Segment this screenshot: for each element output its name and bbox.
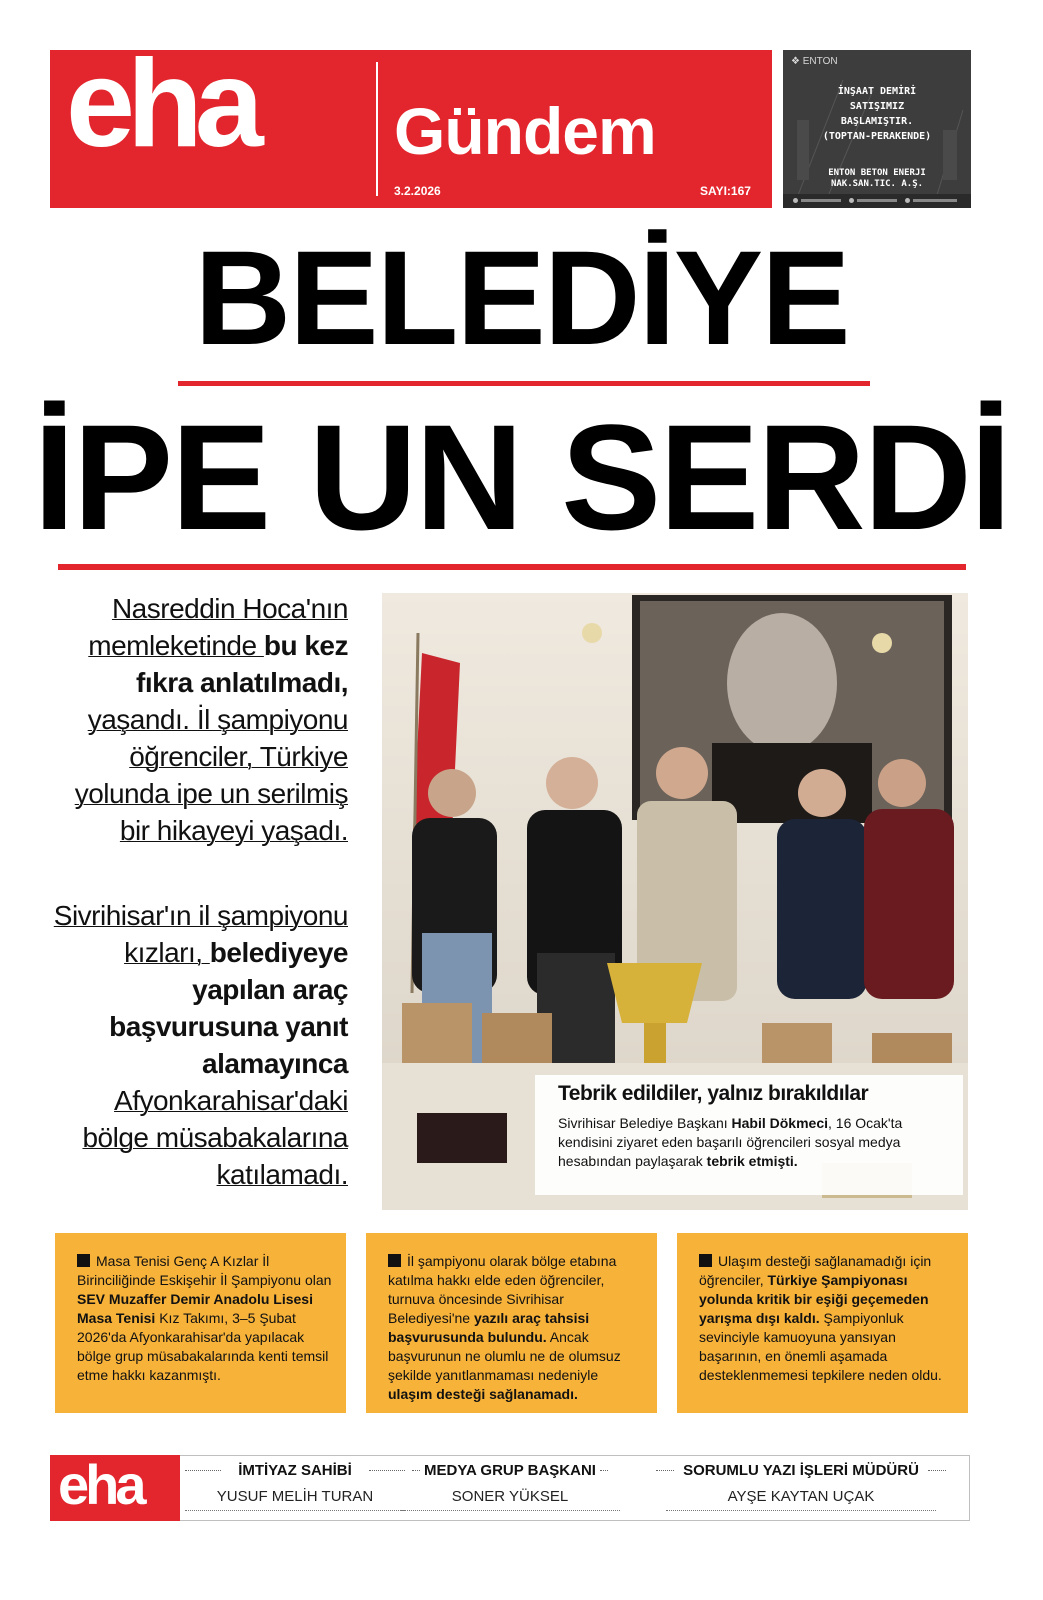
ad-brand-name: ENTON (802, 56, 838, 67)
ad-company (783, 168, 971, 190)
enton-advertisement[interactable] (783, 50, 971, 208)
credit-medya-grup-baskani (390, 1462, 630, 1514)
info-bold-text: Türkiye Şampiyonası yolunda kritik bir eşiği geçemeden yarışma dışı kaldı. (699, 1272, 929, 1326)
info-bold-text: ulaşım desteği sağlanamadı. (388, 1386, 578, 1402)
section-title: Gündem (394, 94, 656, 168)
lead-bold-text: bu kez fıkra anlatılmadı, (136, 630, 348, 698)
headline-bottom-rule (58, 564, 966, 570)
ad-headline-line: SATIŞIMIZ (849, 101, 905, 112)
info-bold-text: yazılı araç tahsisi başvurusunda bulundu. (388, 1310, 590, 1345)
web-icon (905, 198, 910, 203)
enton-logo-icon: ❖ (791, 56, 800, 67)
bullet-square-icon (699, 1254, 712, 1267)
caption-text: , 16 Ocak'ta kendisini ziyaret eden başarılı öğrencileri sosyal medya hesabından paylaşarak (558, 1115, 903, 1169)
info-text: Şampiyonluk sevinciyle kamuoyuna yansıyan başarının, en önemli aşamada desteklenmemesi tepkilere neden oldu. (699, 1310, 942, 1383)
credit-role: İMTİYAZ SAHİBİ (238, 1462, 352, 1479)
issue-date: 3.2.2026 (394, 184, 441, 198)
ad-contact-strip (783, 194, 971, 208)
ad-company-line: NAK.SAN.TIC. A.Ş. (830, 179, 924, 189)
eha-logo[interactable]: eha (66, 35, 256, 173)
info-box-1 (55, 1233, 346, 1413)
issue-number: SAYI:167 (700, 184, 751, 198)
info-text: İl şampiyonu olarak bölge etabına katılma hakkı elde eden öğrenciler, turnuva öncesinde Sivrihisar Belediyesi'ne (388, 1253, 617, 1326)
info-text: Ancak başvurunun ne olumlu ne de olumsuz şekilde yanıtlanmaması nedeniyle (388, 1329, 621, 1383)
headline-line-1: BELEDİYE (194, 224, 849, 373)
caption-title: Tebrik edildiler, yalnız bırakıldılar (558, 1082, 869, 1105)
phone-icon (849, 198, 854, 203)
credit-name: SONER YÜKSEL (451, 1488, 569, 1505)
caption-body (558, 1114, 958, 1171)
ad-headline-line: (TOPTAN-PERAKENDE) (822, 131, 932, 142)
ad-headline (783, 84, 971, 144)
info-text: Kız Takımı, 3–5 Şubat 2026'da Afyonkarahisar'da yapılacak bölge grup müsabakalarında kenti temsil etme hakkı kazanmıştı. (77, 1310, 329, 1383)
lead-text: yaşandı. İl şampiyonu öğrenciler, Türkiye yolunda ipe un serilmiş bir hikayeyi yaşadı. (74, 704, 348, 846)
credit-role: MEDYA GRUP BAŞKANI (424, 1462, 596, 1479)
dotted-rule (666, 1510, 936, 1511)
credit-role: SORUMLU YAZI İŞLERİ MÜDÜRÜ (683, 1462, 919, 1479)
info-box-3 (677, 1233, 968, 1413)
credit-name: AYŞE KAYTAN UÇAK (727, 1488, 875, 1505)
headline-divider (178, 381, 870, 386)
caption-bold-name: Habil Dökmeci (731, 1115, 829, 1131)
dotted-rule (600, 1470, 608, 1471)
bullet-square-icon (388, 1254, 401, 1267)
ad-headline-line: BAŞLAMIŞTIR. (840, 116, 914, 127)
info-bold-text: SEV Muzaffer Demir Anadolu Lisesi Masa Tenisi (77, 1291, 313, 1326)
dotted-rule (400, 1510, 620, 1511)
lead-text: Afyonkarahisar'daki bölge müsabakalarına katılamadı. (82, 1085, 348, 1190)
info-text: Masa Tenisi Genç A Kızlar İl Birinciliğinde Eskişehir İl Şampiyonu olan (77, 1253, 332, 1288)
info-box-2 (366, 1233, 657, 1413)
bullet-square-icon (77, 1254, 90, 1267)
ad-headline-line: İNŞAAT DEMİRİ (837, 86, 917, 97)
credit-imtiyaz-sahibi (175, 1462, 415, 1514)
lead-bold-text: belediyeye yapılan araç başvurusuna yanıt alamayınca (109, 937, 348, 1079)
masthead-divider (376, 62, 378, 196)
credit-name: YUSUF MELİH TURAN (216, 1488, 374, 1505)
ad-brand (791, 56, 838, 67)
headline-line-2: İPE UN SERDİ (33, 393, 1010, 561)
credit-sorumlu-yazi-isleri (656, 1462, 946, 1514)
lead-paragraph-1 (48, 590, 348, 849)
lead-text: Nasreddin Hoca'nın memleketinde (88, 593, 348, 661)
info-text: Ulaşım desteği sağlanamadığı için öğrenciler, (699, 1253, 932, 1288)
ad-company-line: ENTON BETON ENERJI (828, 168, 926, 178)
phone-icon (793, 198, 798, 203)
caption-text: Sivrihisar Belediye Başkanı (558, 1115, 732, 1131)
dotted-rule (928, 1470, 946, 1471)
lead-text: Sivrihisar'ın il şampiyonu kızları, (53, 900, 348, 968)
lead-paragraph-2 (48, 897, 348, 1193)
dotted-rule (185, 1510, 405, 1511)
caption-bold-text: tebrik etmişti. (706, 1153, 798, 1169)
footer-eha-logo[interactable]: eha (58, 1453, 143, 1516)
